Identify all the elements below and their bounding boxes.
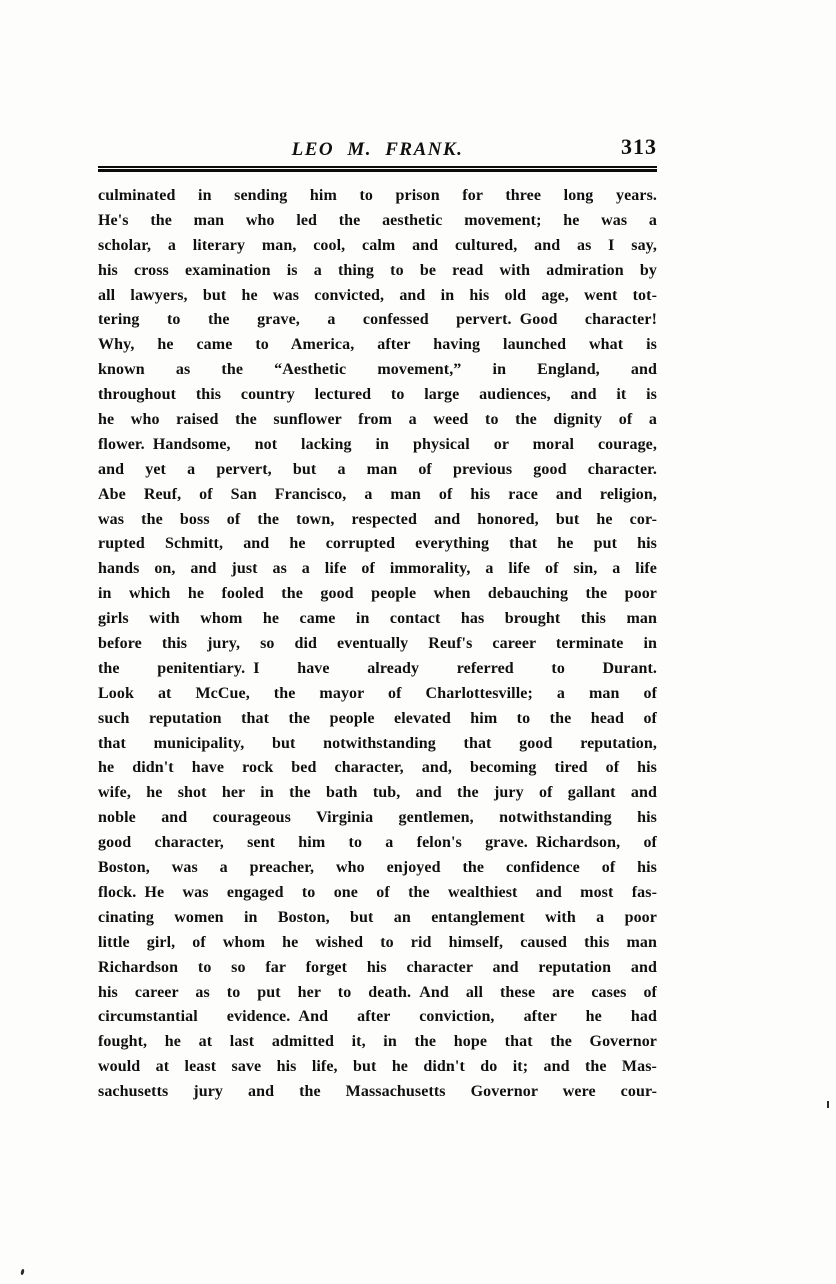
- text-line: such reputation that the people elevated him to the head of: [98, 709, 657, 727]
- text-line: noble and courageous Virginia gentlemen, notwithstanding his: [98, 809, 657, 827]
- text-line: wife, he shot her in the bath tub, and the jury of gallant and: [98, 784, 657, 802]
- scan-speck: [20, 1269, 24, 1276]
- text-line: in which he fooled the good people when debauching the poor: [98, 585, 657, 603]
- text-line: all lawyers, but he was convicted, and in his old age, went tot-: [98, 286, 657, 304]
- text-line: good character, sent him to a felon's grave. Richardson, of: [98, 834, 657, 852]
- text-line: his cross examination is a thing to be read with admiration by: [98, 261, 657, 279]
- text-line: he who raised the sunflower from a weed to the dignity of a: [98, 411, 657, 429]
- text-line: Why, he came to America, after having launched what is: [98, 336, 657, 354]
- page-number: 313: [621, 134, 657, 159]
- running-head: [98, 136, 657, 166]
- header-rule-thick-line: [98, 169, 657, 172]
- text-line: he didn't have rock bed character, and, becoming tired of his: [98, 759, 657, 777]
- text-line: Look at McCue, the mayor of Charlottesville; a man of: [98, 684, 657, 702]
- text-line: sachusetts jury and the Massachusetts Governor were cour-: [98, 1083, 657, 1101]
- running-head-title: LEO M. FRANK.: [291, 139, 464, 160]
- text-line: Boston, was a preacher, who enjoyed the confidence of his: [98, 859, 657, 877]
- text-line: rupted Schmitt, and he corrupted everything that he put his: [98, 535, 657, 553]
- text-line: flock. He was engaged to one of the wealthiest and most fas-: [98, 883, 657, 901]
- text-line: scholar, a literary man, cool, calm and cultured, and as I say,: [98, 236, 657, 254]
- text-line: flower. Handsome, not lacking in physical or moral courage,: [98, 435, 657, 453]
- text-line: Abe Reuf, of San Francisco, a man of his race and religion,: [98, 485, 657, 503]
- text-line: the penitentiary. I have already referred to Durant.: [98, 659, 657, 677]
- text-line: was the boss of the town, respected and honored, but he cor-: [98, 510, 657, 528]
- text-line: cinating women in Boston, but an entanglement with a poor: [98, 908, 657, 926]
- text-line: culminated in sending him to prison for three long years.: [98, 187, 657, 204]
- text-line: known as the “Aesthetic movement,” in England, and: [98, 361, 657, 379]
- text-line: circumstantial evidence. And after conviction, after he had: [98, 1008, 657, 1026]
- text-line: fought, he at last admitted it, in the hope that the Governor: [98, 1033, 657, 1051]
- text-line: and yet a pervert, but a man of previous good character.: [98, 460, 657, 478]
- header-rule: [98, 166, 657, 172]
- scan-speck: [827, 1101, 829, 1108]
- text-line: that municipality, but notwithstanding that good reputation,: [98, 734, 657, 752]
- text-line: He's the man who led the aesthetic movement; he was a: [98, 211, 657, 229]
- text-line: little girl, of whom he wished to rid himself, caused this man: [98, 933, 657, 951]
- text-line: his career as to put her to death. And all these are cases of: [98, 983, 657, 1001]
- text-line: girls with whom he came in contact has brought this man: [98, 610, 657, 628]
- text-line: hands on, and just as a life of immorality, a life of sin, a life: [98, 560, 657, 578]
- text-line: throughout this country lectured to large audiences, and it is: [98, 386, 657, 404]
- body-text: [98, 184, 657, 1105]
- text-line: before this jury, so did eventually Reuf's career terminate in: [98, 635, 657, 653]
- text-line: would at least save his life, but he didn't do it; and the Mas-: [98, 1058, 657, 1076]
- text-line: tering to the grave, a confessed pervert. Good character!: [98, 311, 657, 329]
- text-line: Richardson to so far forget his character and reputation and: [98, 958, 657, 976]
- text-block: [98, 136, 657, 1105]
